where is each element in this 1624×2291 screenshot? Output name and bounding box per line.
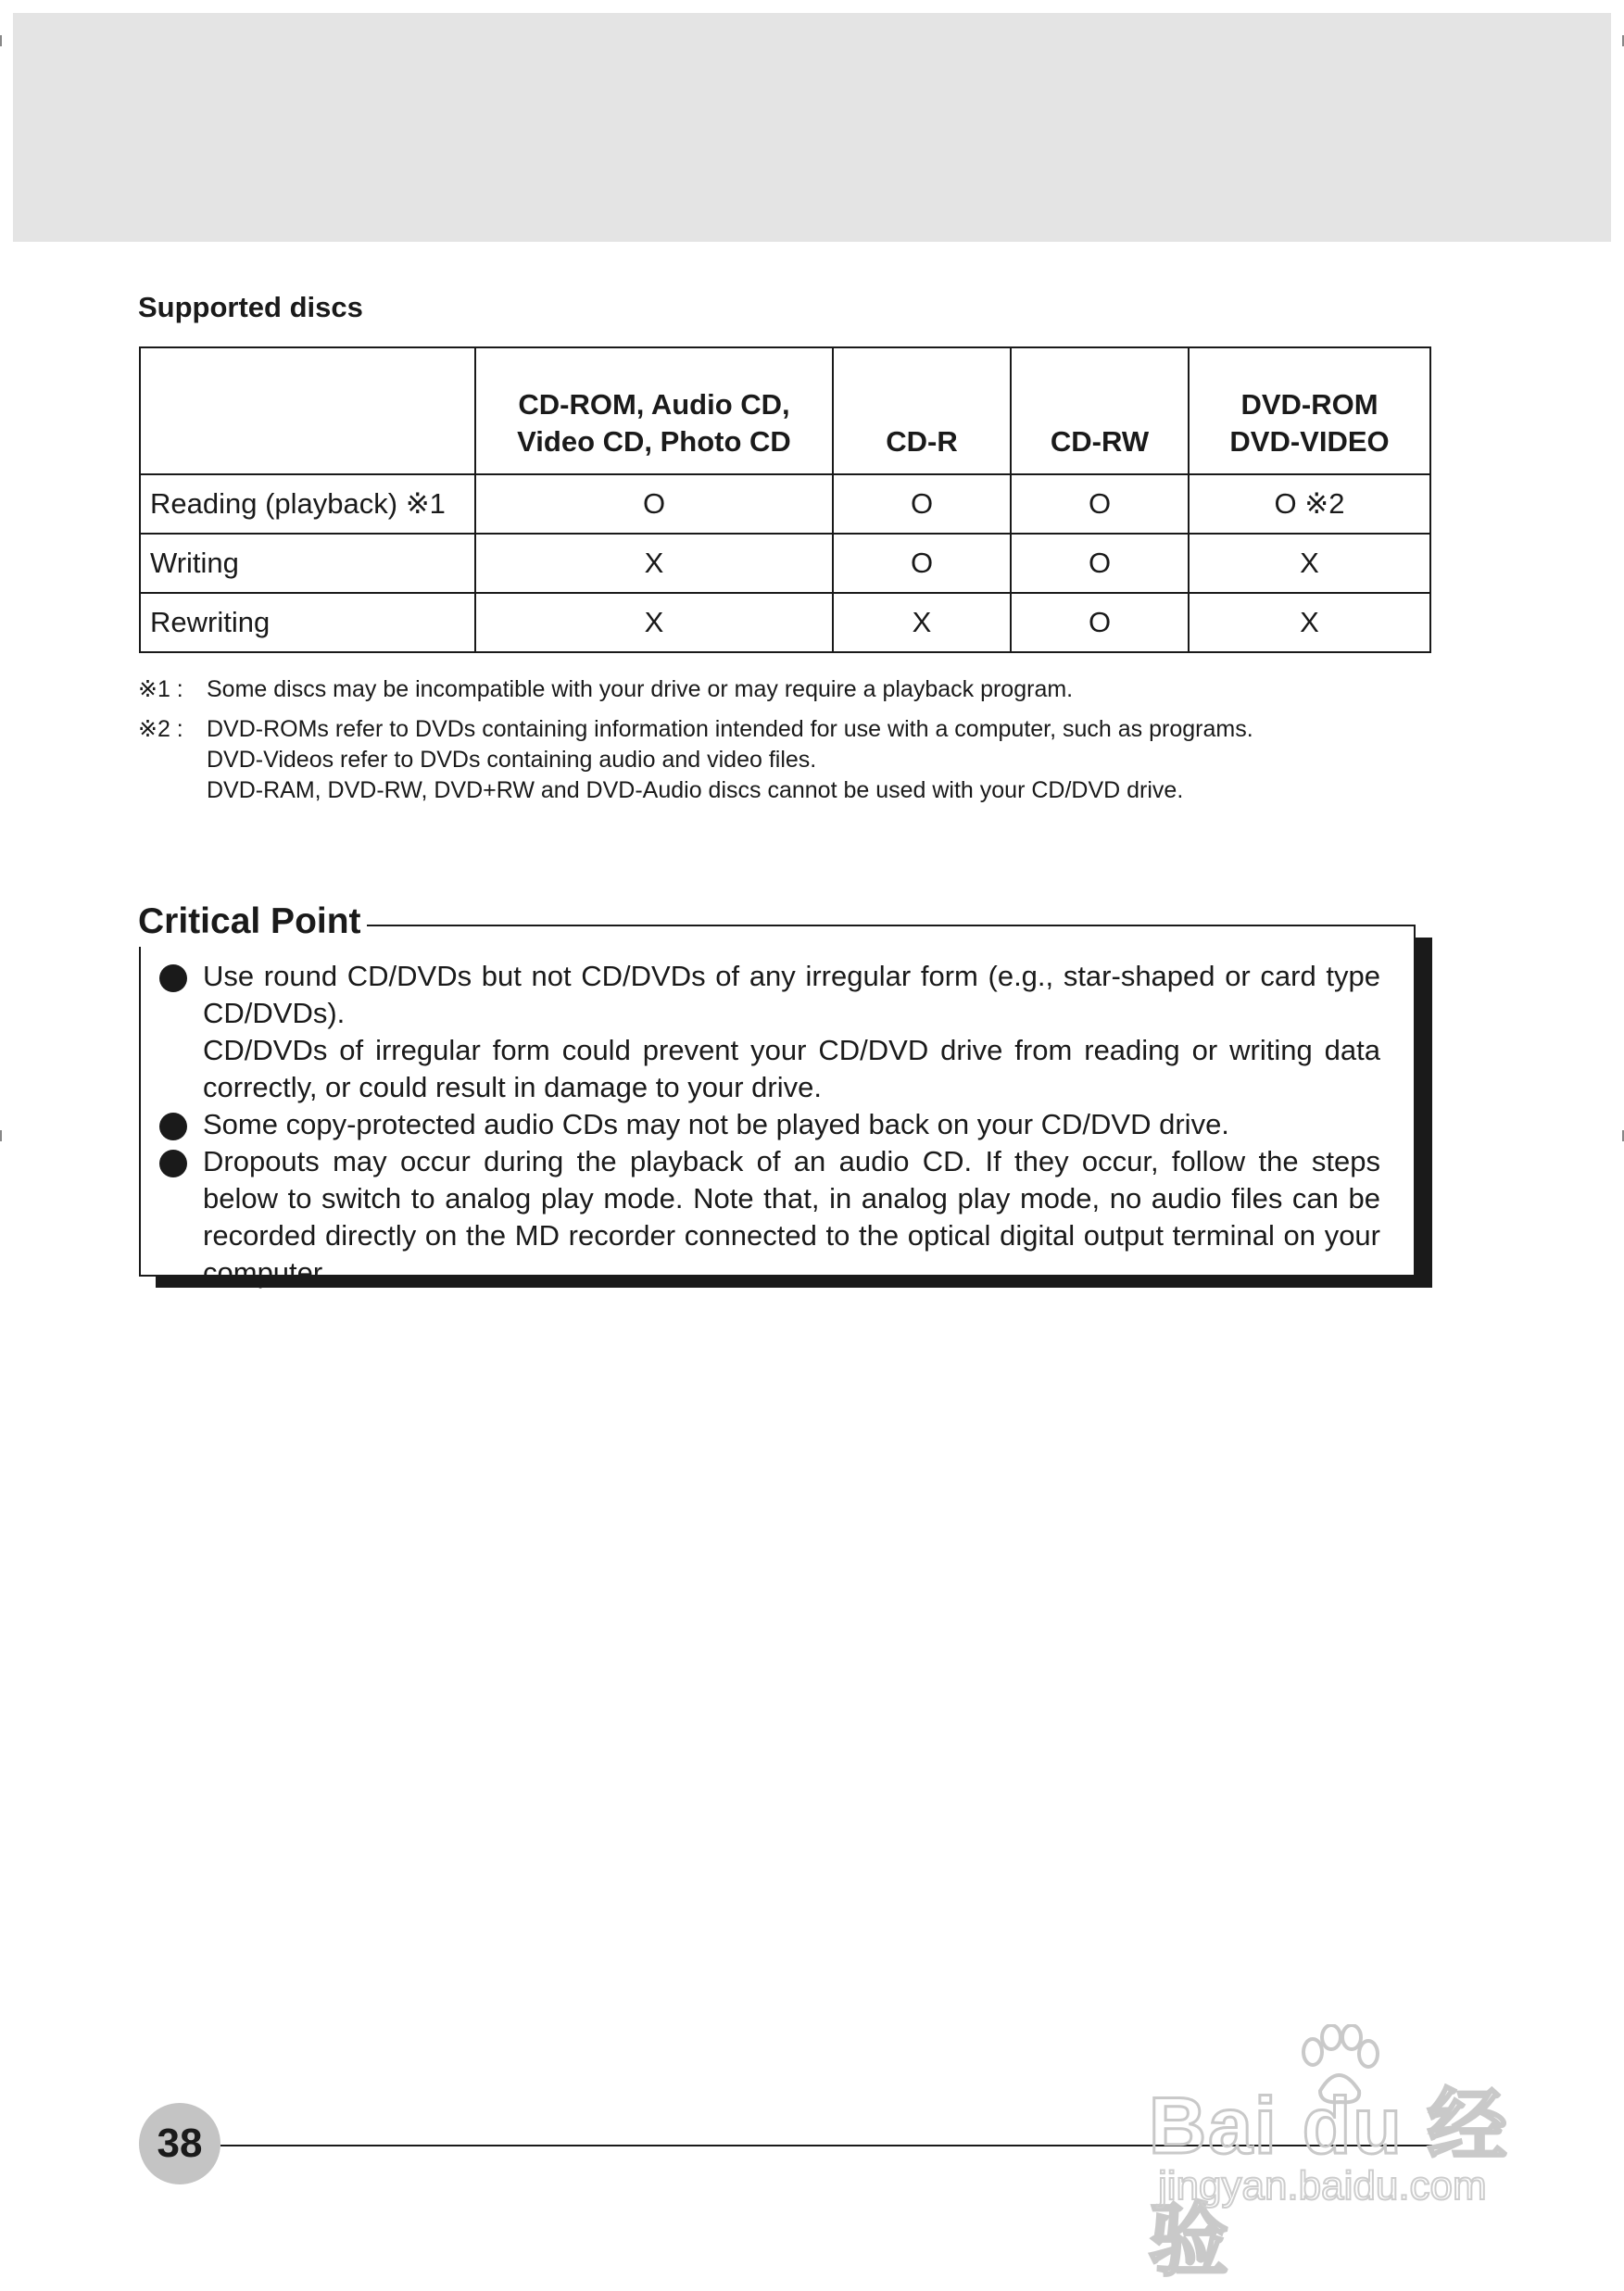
- table-cell: O ※2: [1189, 474, 1430, 534]
- table-cell: O: [833, 534, 1011, 593]
- critical-point-list: [141, 926, 1414, 1291]
- table-cell: X: [475, 534, 833, 593]
- page-number: 38: [139, 2103, 220, 2184]
- header-line: DVD-VIDEO: [1229, 425, 1390, 458]
- list-item-text: Use round CD/DVDs but not CD/DVDs of any irregular form (e.g., star-shaped or card type CD/DVDs).: [203, 960, 1380, 1029]
- list-item-text: CD/DVDs of irregular form could prevent your CD/DVD drive from reading or writing data correctly, or could result in damage to your drive.: [203, 1034, 1380, 1103]
- table-cell: X: [833, 593, 1011, 652]
- table-cell: O: [1011, 593, 1189, 652]
- footnote: [138, 674, 1435, 705]
- bullet-icon: [159, 1150, 187, 1177]
- table-header-empty: [140, 347, 475, 474]
- footnote-text: [207, 674, 1073, 705]
- bullet-icon: [159, 964, 187, 992]
- row-label: Reading (playback) ※1: [140, 474, 475, 534]
- footnote-line: Some discs may be incompatible with your drive or may require a playback program.: [207, 676, 1074, 702]
- table-header-row: [140, 347, 1430, 474]
- footnote-mark: ※2 :: [138, 716, 183, 742]
- table-cell: X: [1189, 534, 1430, 593]
- footnote-text: [207, 714, 1253, 806]
- header-line: Video CD, Photo CD: [517, 425, 791, 458]
- table-header-cd-rom: [475, 347, 833, 474]
- bullet-icon: [159, 1113, 187, 1140]
- watermark-logo: Bai du 经验: [1149, 2082, 1509, 2285]
- list-item: [203, 1143, 1380, 1291]
- table-row: [140, 593, 1430, 652]
- supported-discs-table: [139, 346, 1431, 653]
- watermark: [1093, 2024, 1519, 2285]
- table-header-dvd: [1189, 347, 1430, 474]
- header-line: CD-ROM, Audio CD,: [518, 388, 790, 421]
- footnote-line: DVD-ROMs refer to DVDs containing information intended for use with a computer, such as programs.: [207, 716, 1253, 742]
- table-cell: O: [833, 474, 1011, 534]
- table-row: [140, 474, 1430, 534]
- row-label: Rewriting: [140, 593, 475, 652]
- list-item-text: Dropouts may occur during the playback of an audio CD. If they occur, follow the steps below to switch to analog play mode. Note that, in analog play mode, no audio files can be recorded directly on the MD recorder connected to the optical digital output terminal on your computer.: [203, 1145, 1380, 1289]
- list-item: [203, 1106, 1380, 1143]
- crop-mark: [0, 35, 2, 46]
- header-line: DVD-ROM: [1240, 388, 1379, 421]
- table-cell: X: [475, 593, 833, 652]
- footnote: [138, 714, 1435, 806]
- table-cell: O: [1011, 534, 1189, 593]
- list-item-text: Some copy-protected audio CDs may not be played back on your CD/DVD drive.: [203, 1108, 1229, 1140]
- crop-mark: [0, 1130, 2, 1141]
- footnote-line: DVD-RAM, DVD-RW, DVD+RW and DVD-Audio discs cannot be used with your CD/DVD drive.: [207, 777, 1184, 803]
- table-cell: O: [1011, 474, 1189, 534]
- table-cell: X: [1189, 593, 1430, 652]
- table-row: [140, 534, 1430, 593]
- critical-point-box: [139, 925, 1416, 1289]
- table-cell: O: [475, 474, 833, 534]
- header-band: [13, 13, 1611, 242]
- footnote-mark: ※1 :: [138, 676, 183, 702]
- section-title: Supported discs: [138, 291, 363, 323]
- list-item: [203, 958, 1380, 1106]
- table-header-cd-rw: CD-RW: [1011, 347, 1189, 474]
- footnotes: [138, 674, 1435, 806]
- footnote-line: DVD-Videos refer to DVDs containing audio and video files.: [207, 747, 817, 773]
- row-label: Writing: [140, 534, 475, 593]
- watermark-url: jingyan.baidu.com: [1158, 2163, 1487, 2209]
- table-header-cd-r: CD-R: [833, 347, 1011, 474]
- critical-point-heading: Critical Point: [138, 897, 367, 947]
